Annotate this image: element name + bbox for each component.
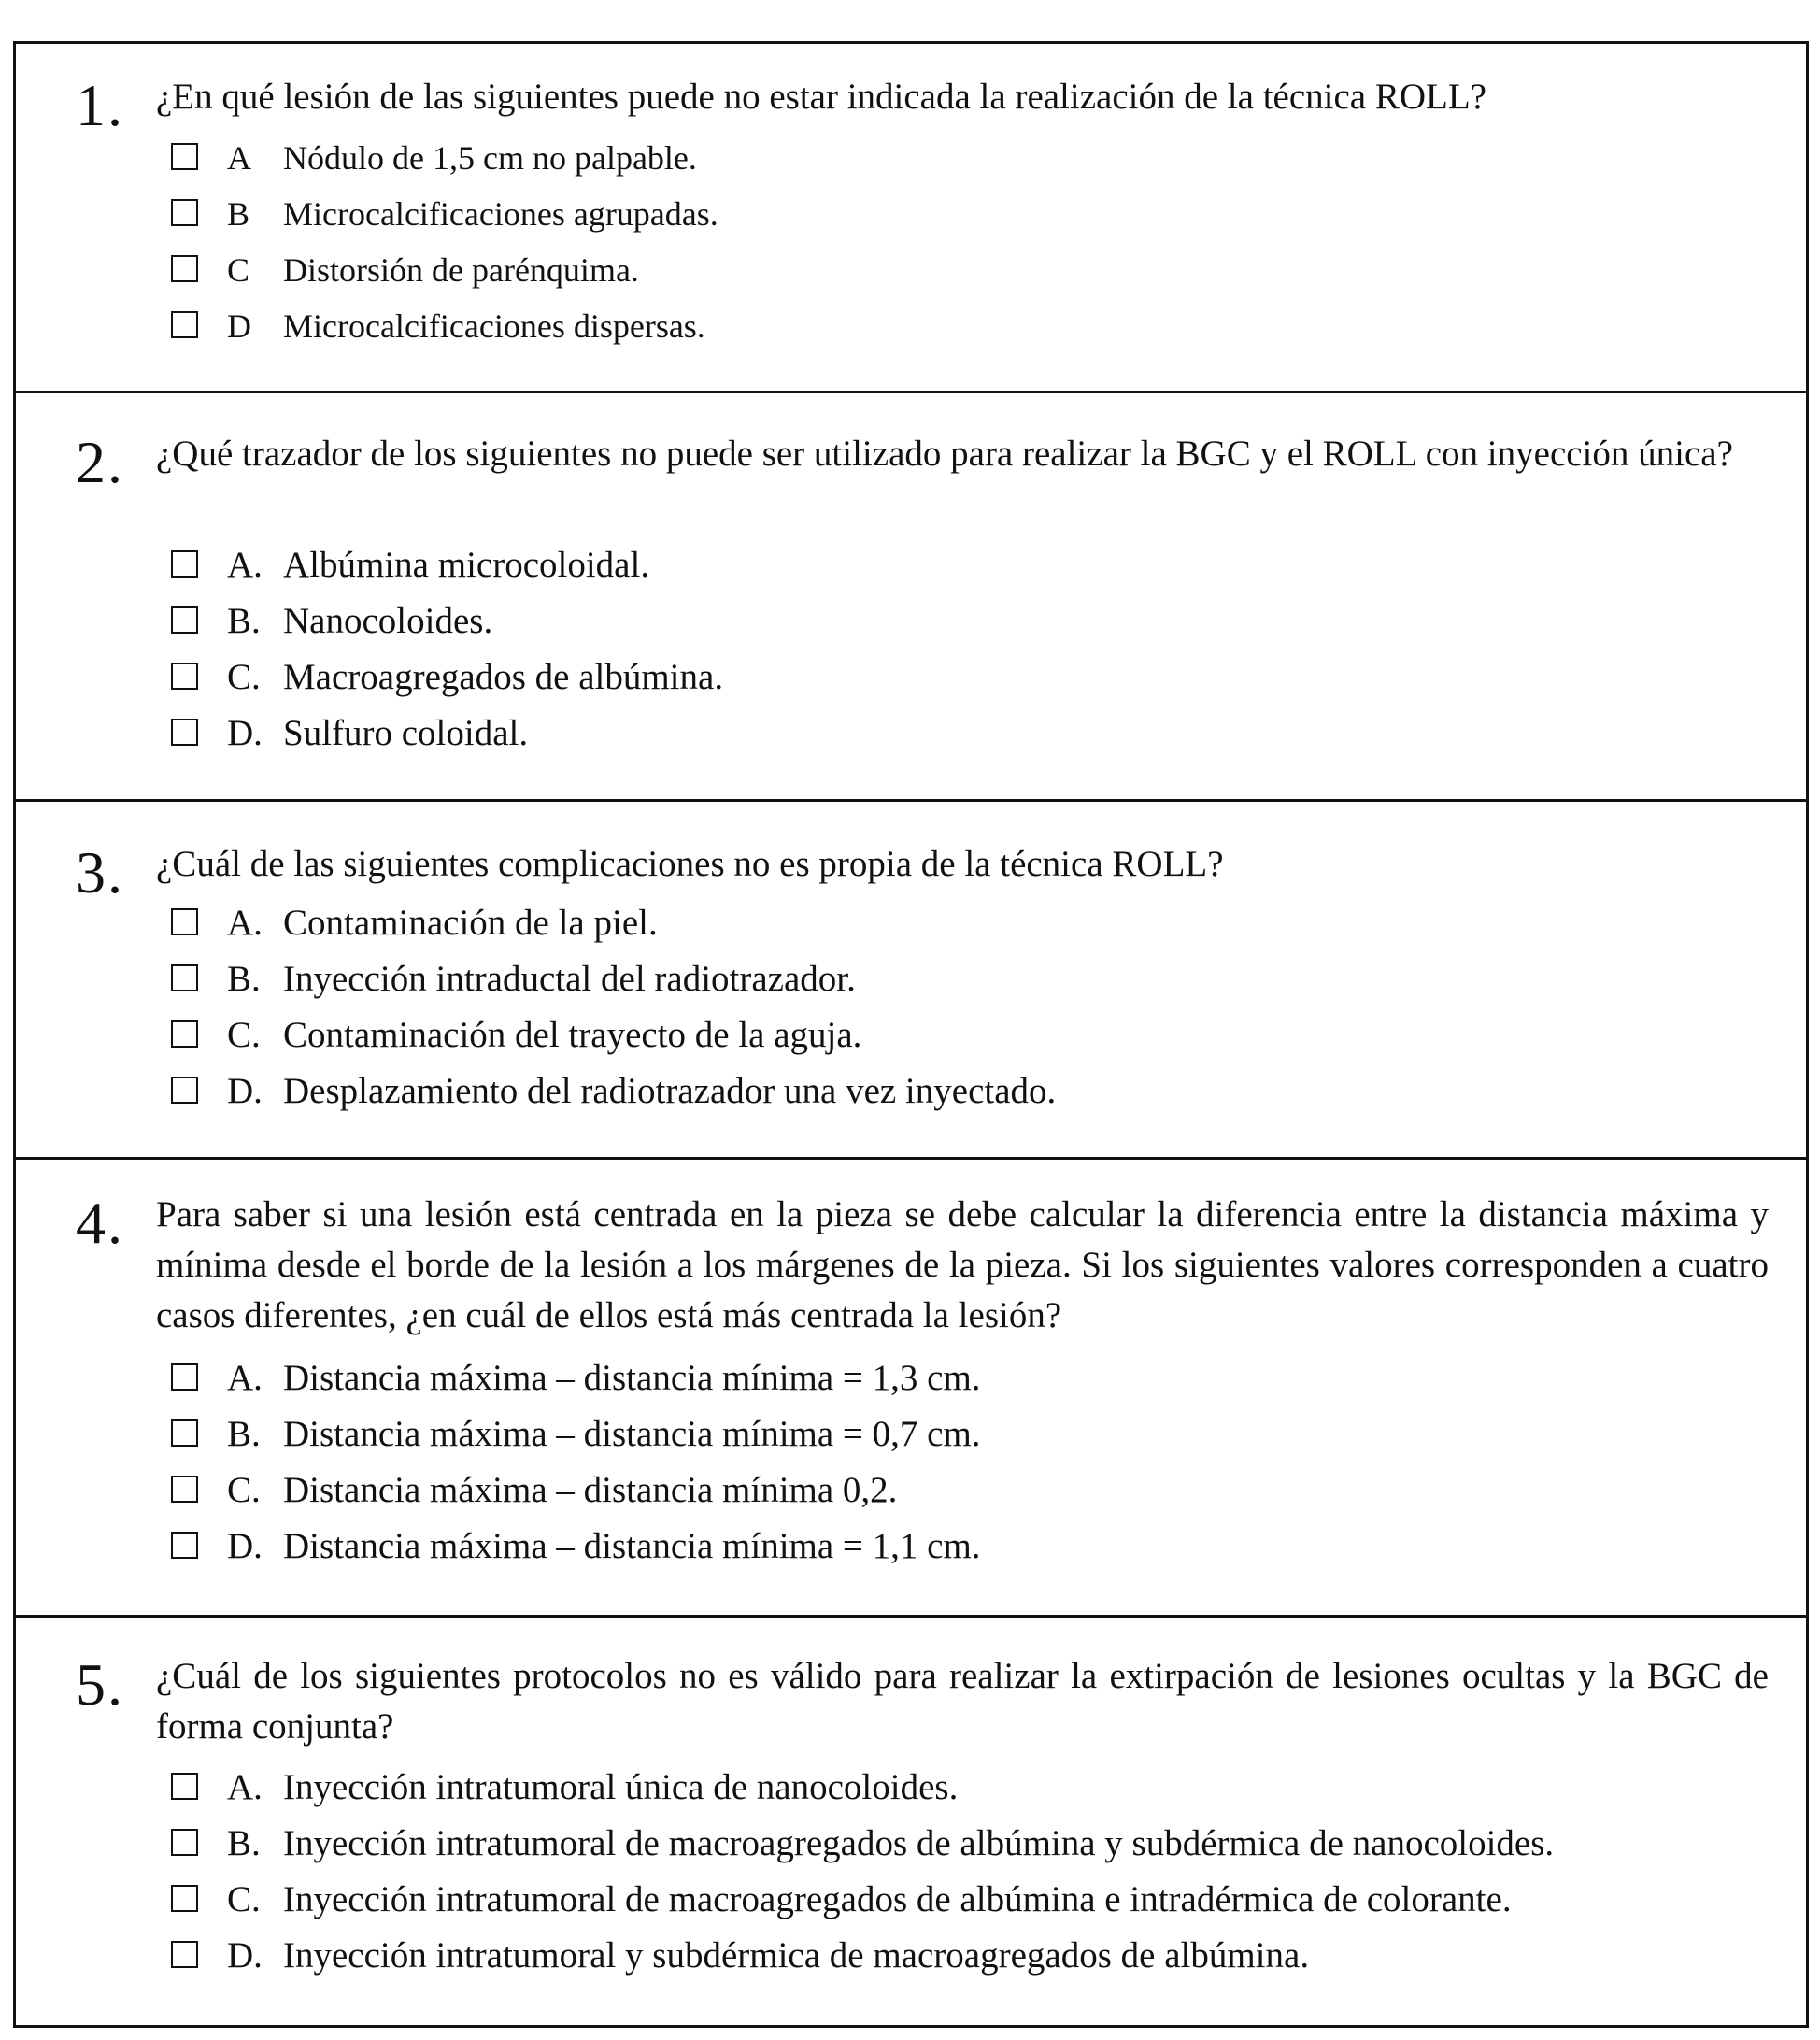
option-text: Nanocoloides. <box>283 601 493 641</box>
question-5 <box>16 1615 1806 2025</box>
option-a[interactable] <box>156 537 1769 593</box>
option-letter: B <box>227 195 250 233</box>
option-c[interactable] <box>156 1007 1769 1063</box>
option-b[interactable] <box>156 186 1769 242</box>
option-checkbox[interactable] <box>171 1077 198 1104</box>
option-letter: B. <box>227 1823 261 1863</box>
options-list <box>156 1350 1769 1575</box>
option-checkbox[interactable] <box>171 1476 198 1503</box>
option-letter: C. <box>227 1470 261 1510</box>
question-number: 3. <box>76 839 124 906</box>
option-b[interactable] <box>156 1816 1769 1872</box>
option-text: Nódulo de 1,5 cm no palpable. <box>283 139 697 177</box>
option-text: Distancia máxima – distancia mínima = 1,3 cm. <box>283 1358 981 1398</box>
options-list <box>156 130 1769 354</box>
option-letter: D <box>227 307 251 345</box>
option-checkbox[interactable] <box>171 908 198 935</box>
option-letter: D. <box>227 1071 263 1111</box>
option-a[interactable] <box>156 1760 1769 1816</box>
option-checkbox[interactable] <box>171 719 198 746</box>
option-d[interactable] <box>156 1519 1769 1575</box>
quiz-container <box>13 41 1809 2028</box>
option-d[interactable] <box>156 1063 1769 1120</box>
option-checkbox[interactable] <box>171 1419 198 1447</box>
question-2 <box>16 391 1806 799</box>
option-text: Microcalcificaciones dispersas. <box>283 307 705 345</box>
question-number: 2. <box>76 429 124 495</box>
options-list <box>156 1760 1769 1984</box>
option-letter: A. <box>227 1767 263 1807</box>
option-c[interactable] <box>156 242 1769 298</box>
question-number: 1. <box>76 72 124 138</box>
option-text: Inyección intratumoral y subdérmica de macroagregados de albúmina. <box>283 1935 1310 1976</box>
question-4 <box>16 1157 1806 1615</box>
option-text: Albúmina microcoloidal. <box>283 545 650 585</box>
question-text: ¿Cuál de las siguientes complicaciones no es propia de la técnica ROLL? <box>156 844 1224 884</box>
options-list <box>156 895 1769 1120</box>
option-letter: C. <box>227 657 261 697</box>
option-text: Contaminación de la piel. <box>283 903 658 943</box>
option-checkbox[interactable] <box>171 550 198 578</box>
question-number: 5. <box>76 1651 124 1718</box>
question-text: ¿Cuál de los siguientes protocolos no es válido para realizar la extirpación de lesiones ocultas y la BGC de forma conjunta? <box>156 1656 1769 1747</box>
question-text: ¿Qué trazador de los siguientes no puede ser utilizado para realizar la BGC y el ROLL con inyección única? <box>156 434 1733 474</box>
option-letter: A. <box>227 903 263 943</box>
question-1 <box>16 44 1806 392</box>
option-text: Distancia máxima – distancia mínima = 1,1 cm. <box>283 1526 981 1566</box>
options-list <box>156 537 1769 762</box>
option-letter: B. <box>227 1414 261 1454</box>
option-b[interactable] <box>156 593 1769 649</box>
option-checkbox[interactable] <box>171 1363 198 1391</box>
option-a[interactable] <box>156 1350 1769 1406</box>
option-text: Inyección intratumoral de macroagregados de albúmina y subdérmica de nanocoloides. <box>283 1823 1555 1863</box>
option-checkbox[interactable] <box>171 606 198 634</box>
option-letter: B. <box>227 601 261 641</box>
question-number: 4. <box>76 1190 124 1256</box>
option-text: Desplazamiento del radiotrazador una vez inyectado. <box>283 1071 1057 1111</box>
option-b[interactable] <box>156 1406 1769 1462</box>
option-a[interactable] <box>156 895 1769 951</box>
option-c[interactable] <box>156 1872 1769 1928</box>
option-checkbox[interactable] <box>171 199 198 226</box>
option-letter: D. <box>227 1526 263 1566</box>
question-text: ¿En qué lesión de las siguientes puede no estar indicada la realización de la técnica ROLL? <box>156 77 1486 117</box>
option-c[interactable] <box>156 649 1769 706</box>
option-d[interactable] <box>156 1928 1769 1984</box>
option-letter: C. <box>227 1879 261 1919</box>
option-letter: C. <box>227 1015 261 1055</box>
option-letter: A <box>227 139 251 177</box>
option-letter: B. <box>227 959 261 999</box>
option-checkbox[interactable] <box>171 1020 198 1048</box>
option-checkbox[interactable] <box>171 143 198 170</box>
option-checkbox[interactable] <box>171 964 198 991</box>
option-text: Distorsión de parénquima. <box>283 251 639 289</box>
option-checkbox[interactable] <box>171 311 198 338</box>
option-text: Microcalcificaciones agrupadas. <box>283 195 718 233</box>
option-checkbox[interactable] <box>171 663 198 690</box>
option-text: Inyección intraductal del radiotrazador. <box>283 959 856 999</box>
option-letter: A. <box>227 545 263 585</box>
option-text: Contaminación del trayecto de la aguja. <box>283 1015 862 1055</box>
question-text: Para saber si una lesión está centrada en la pieza se debe calcular la diferencia entre la distancia máxima y mínima desde el borde de la lesión a los márgenes de la pieza. Si los siguientes valores corresponden a cuatro casos diferentes, ¿en cuál de ellos está más centrada la lesión? <box>156 1194 1769 1335</box>
option-text: Sulfuro coloidal. <box>283 713 529 753</box>
option-d[interactable] <box>156 298 1769 354</box>
option-text: Macroagregados de albúmina. <box>283 657 724 697</box>
option-checkbox[interactable] <box>171 1885 198 1912</box>
option-text: Inyección intratumoral única de nanocoloides. <box>283 1767 959 1807</box>
option-letter: D. <box>227 1935 263 1976</box>
option-letter: D. <box>227 713 263 753</box>
option-text: Inyección intratumoral de macroagregados de albúmina e intradérmica de colorante. <box>283 1879 1512 1919</box>
option-a[interactable] <box>156 130 1769 186</box>
option-checkbox[interactable] <box>171 1941 198 1968</box>
option-letter: A. <box>227 1358 263 1398</box>
option-checkbox[interactable] <box>171 1773 198 1800</box>
option-text: Distancia máxima – distancia mínima 0,2. <box>283 1470 898 1510</box>
option-checkbox[interactable] <box>171 1829 198 1856</box>
option-d[interactable] <box>156 706 1769 762</box>
question-3 <box>16 799 1806 1157</box>
option-c[interactable] <box>156 1462 1769 1519</box>
option-checkbox[interactable] <box>171 1532 198 1559</box>
option-checkbox[interactable] <box>171 255 198 282</box>
option-text: Distancia máxima – distancia mínima = 0,7 cm. <box>283 1414 981 1454</box>
option-letter: C <box>227 251 250 289</box>
option-b[interactable] <box>156 951 1769 1007</box>
